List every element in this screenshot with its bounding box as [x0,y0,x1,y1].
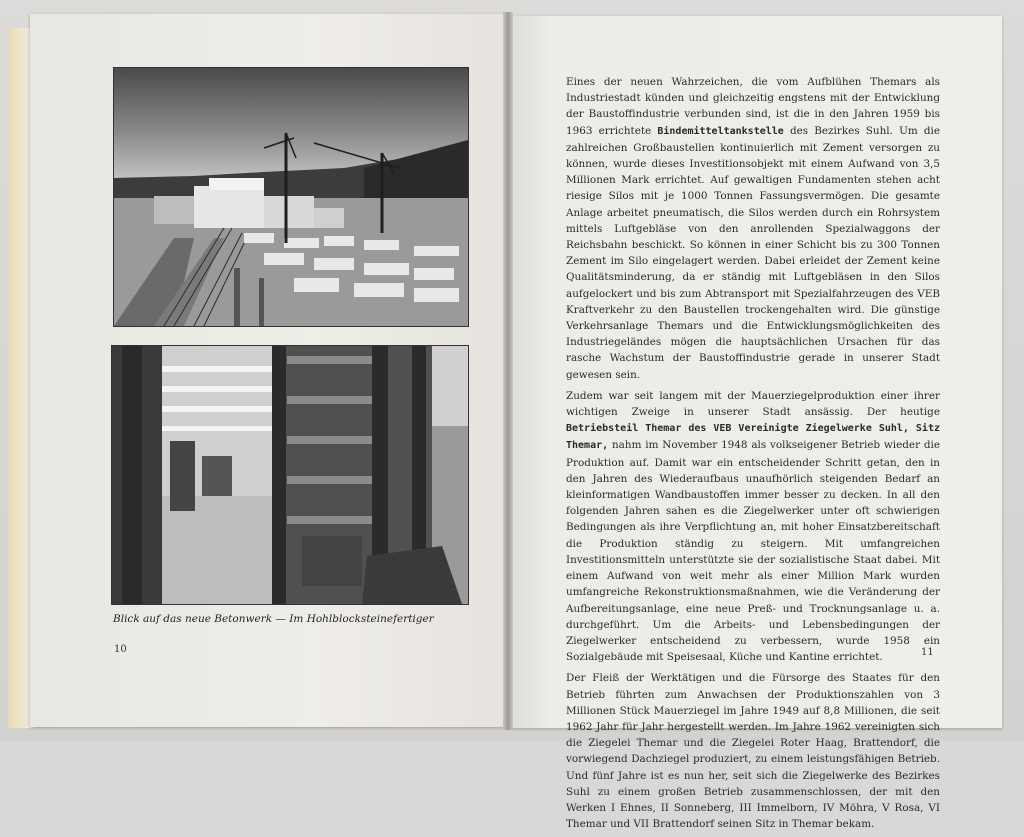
text-run: Der Fleiß der Werktätigen und die Fürsorge des Staates für den Betrieb führten zum Anwachsen der Produktionszahlen von 3 Millionen Stück Mauerziegel im Jahre 1949 auf 8,8 Millionen, die seit 1962 Jahr für Jahr hergestellt werden. Im Jahre 1962 vereinigten sich die Ziegelei Themar und die Ziegelei Roter Haag, Brattendorf, die vorwiegend Dachziegel produziert, zu einem leistungsfähigen Betrieb. Und fünf Jahre ist es nun her, seit sich die Ziegelwerke des Bezirkes Suhl zu einem großen Betrieb zusammenschlossen, der mit den Werken I Ehnes, II Sonneberg, III Immelborn, IV Möhra, V Rosa, VI Themar und VII Brattendorf seinen Sitz in Themar bekam. [566,672,940,831]
body-text [566,74,940,837]
bold-term: Betriebsteil Themar des VEB Vereinigte Ziegelwerke Suhl, Sitz Themar, [566,423,940,452]
paragraph [566,670,940,832]
text-run: Eines der neuen Wahrzeichen, die vom Aufblühen Themars als Industriestadt künden und gleichzeitig engstens mit der Entwicklung der Baustoffindustrie verbunden sind, ist die in den Jahren 1959 bis 1963 errichtete [566,76,940,137]
text-run: nahm im November 1948 als volkseigener Betrieb wieder die Produktion auf. Damit war ein entscheidender Schritt getan, den in den Jahren des Wiederaufbaus unaufhörlich steigenden Bedarf an kleinformatigen Wandbaustoffen immer besser zu decken. In all den folgenden Jahren sahen es die Ziegelwerker unter oft schwierigen Bedingungen als ihre Verpflichtung an, mit hoher Einsatzbereitschaft die Produktion ständig zu steigern. Mit umfangreichen Investitionsmitteln unterstützte sie der sozialistische Staat dabei. Mit einem Aufwand von weit mehr als einer Million Mark wurden umfangreiche Rekonstruktionsmaßnahmen, wie die Veränderung der Aufbereitungsanlage, eine neue Preß- und Trocknungsanlage u. a. durchgeführt. Um die Arbeits- und Lebensbedingungen der Ziegelwerker entscheidend zu verbessern, wurde 1958 ein Sozialgebäude mit Speisesaal, Küche und Kantine errichtet. [566,439,940,664]
paragraph [566,74,940,383]
page-number-left: 10 [114,644,127,655]
photo-caption: Blick auf das neue Betonwerk — Im Hohlblocksteinefertiger [113,613,434,625]
text-run: des Bezirkes Suhl. Um die zahlreichen Großbaustellen kontinuierlich mit Zement versorgen zu können, wurde dieses Investitionsobjekt mit einem Aufwand von 3,5 Millionen Mark errichtet. Auf gewaltigen Fundamenten stehen acht riesige Silos mit je 1000 Tonnen Fassungsvermögen. Die gesamte Anlage arbeitet pneumatisch, die Silos werden durch ein Rohrsystem mittels Luftgebläse von den anrollenden Spezialwaggons der Reichsbahn beschickt. So können in einer Schicht bis zu 300 Tonnen Zement im Silo eingelagert werden. Dabei erleidet der Zement keine Qualitätsminderung, da er ständig mit Luftgebläsen in den Silos aufgelockert und bis zum Abtransport mit Spezialfahrzeugen des VEB Kraftverkehr zu den Baustellen trockengehalten wird. Die günstige Verkehrsanlage Themars und die Entwicklungsmöglichkeiten des Industriegeländes mögen die hauptsächlichen Ursachen für das rasche Wachstum der Baustoffindustrie gerade in unserer Stadt gewesen sein. [566,124,940,381]
photo-factory-interior [111,345,469,605]
page-number-right: 11 [921,647,934,658]
text-run: Zudem war seit langem mit der Mauerziegelproduktion einer ihrer wichtigen Zweige in unserer Stadt ansässig. Der heutige [566,389,940,419]
book-spine [503,12,513,730]
paragraph [566,388,940,665]
bold-term: Bindemitteltankstelle [657,125,784,137]
photo-concrete-plant [113,67,469,327]
